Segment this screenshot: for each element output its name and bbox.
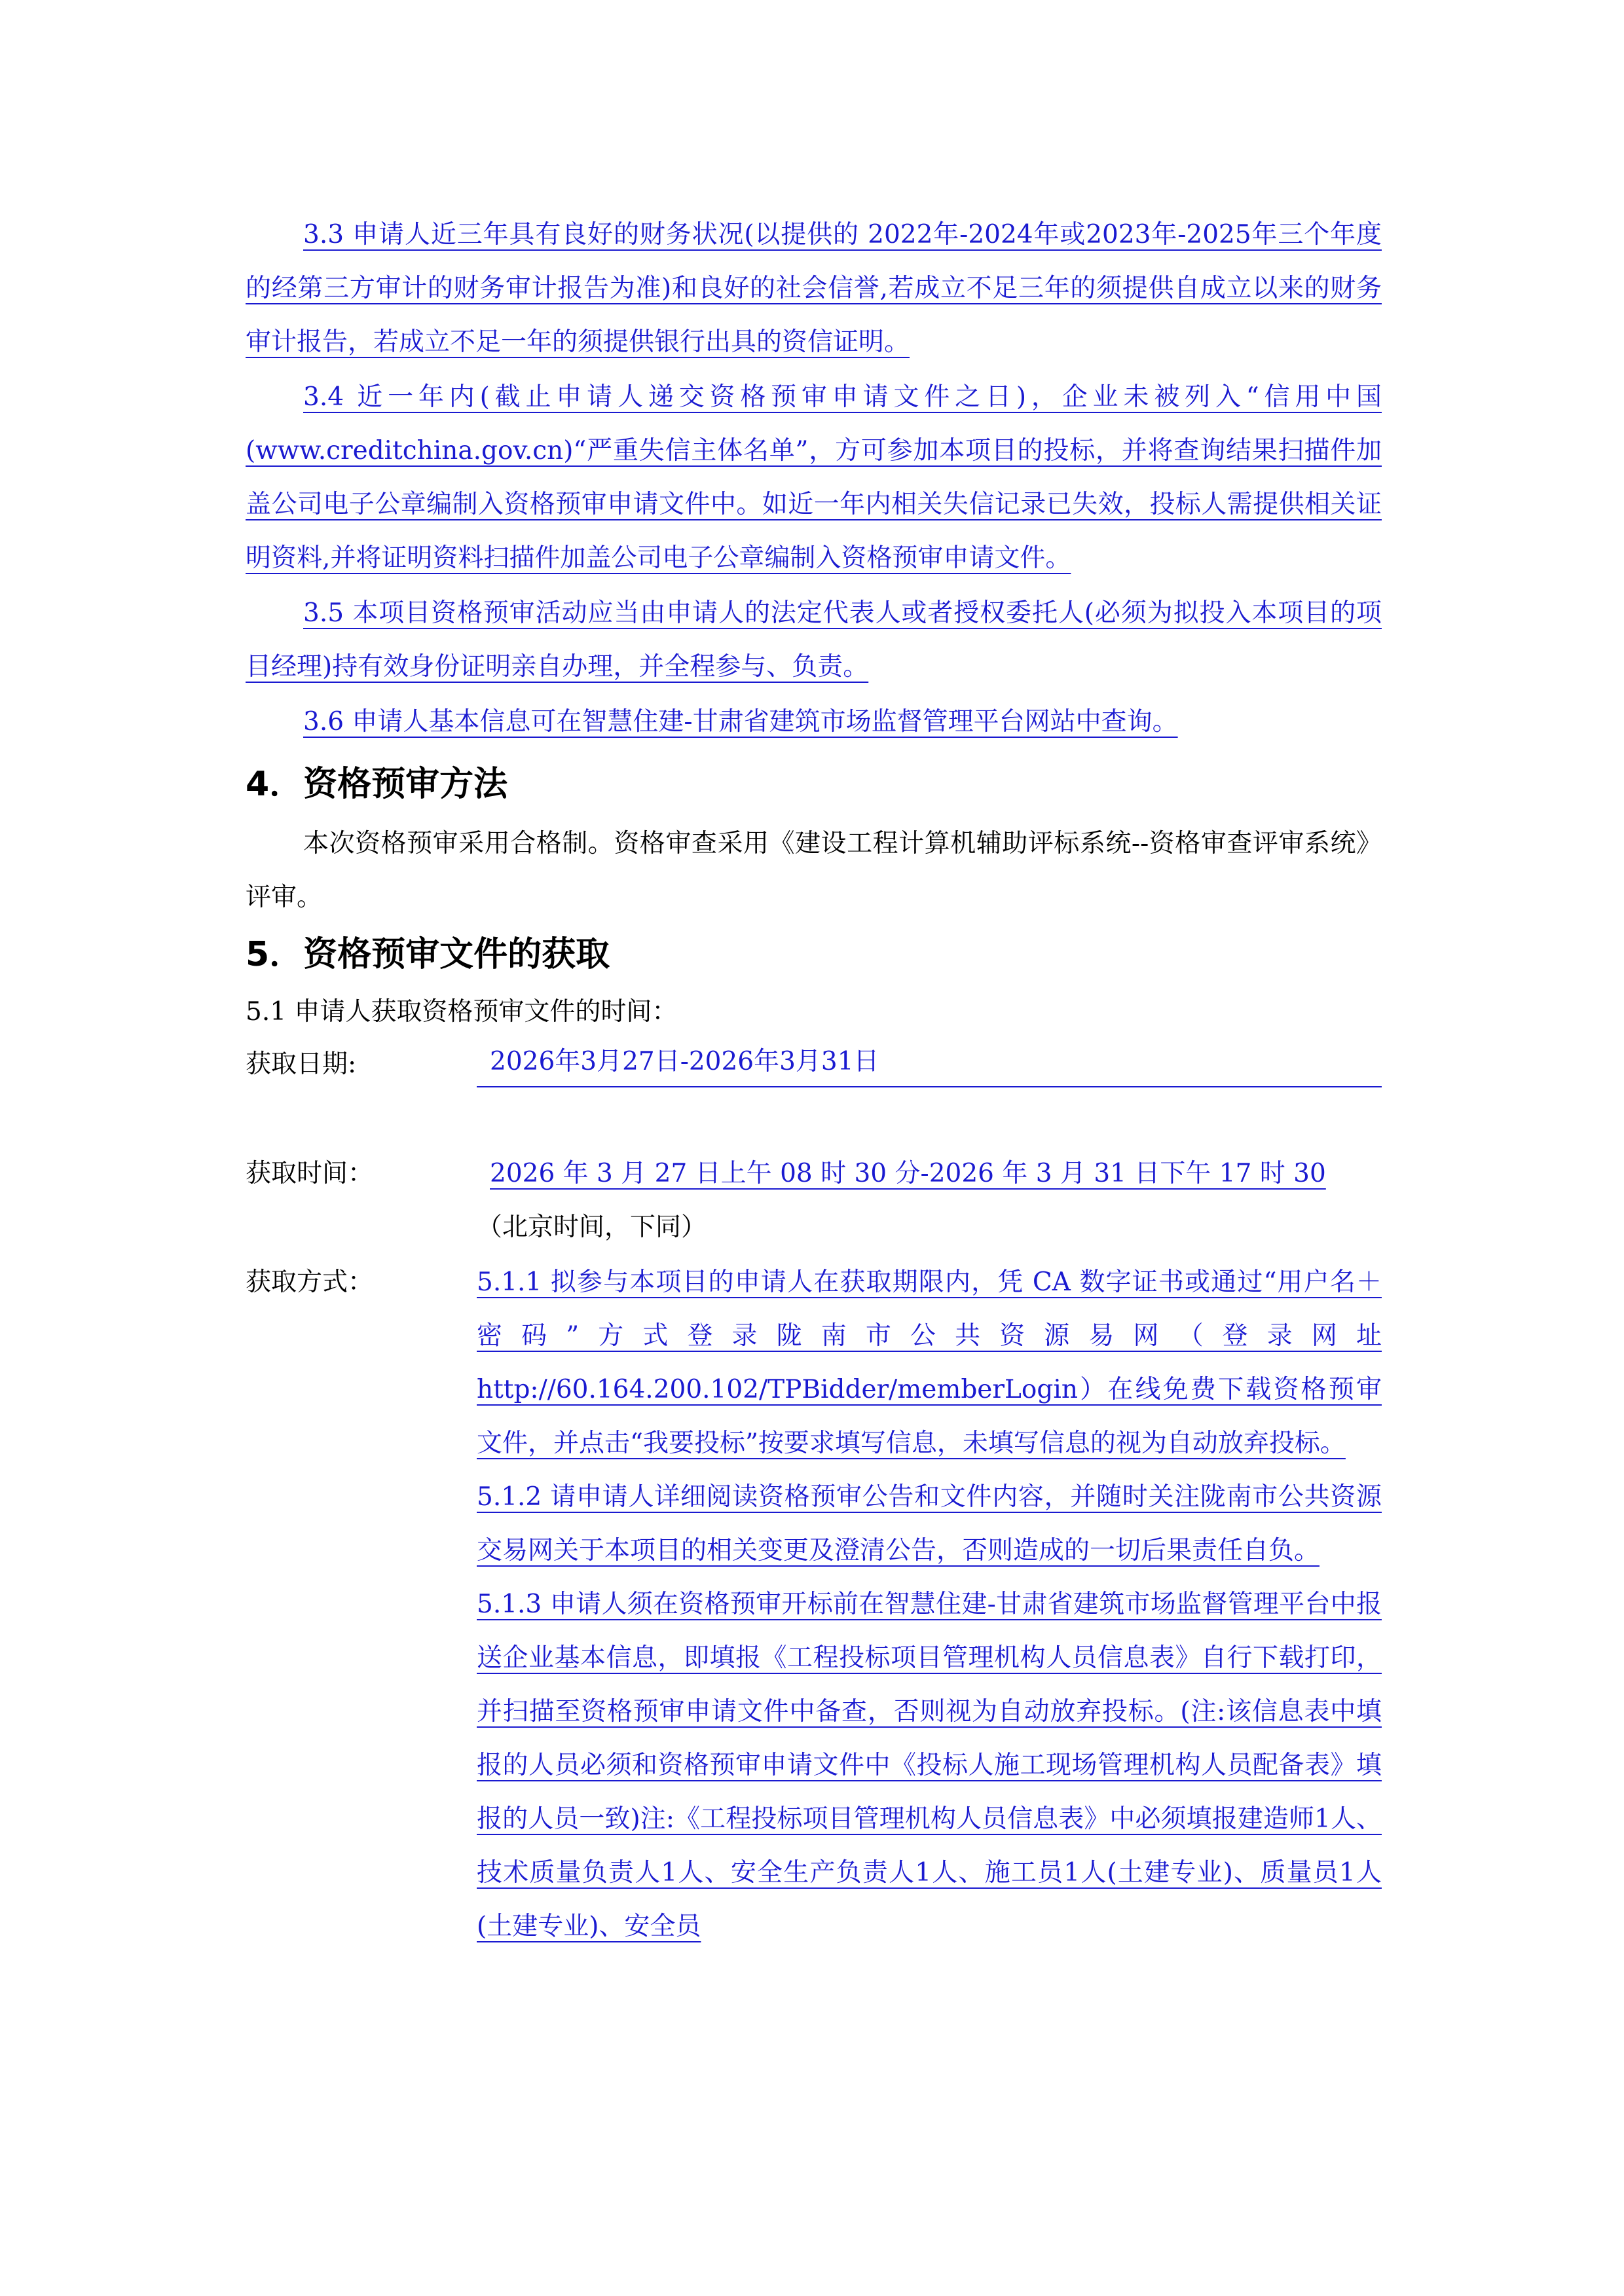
date-label: 获取日期: [246,1049,357,1079]
clause-3-4 [246,371,1382,585]
method-5-1-1-text: 5.1.1 拟参与本项目的申请人在获取期限内，凭 CA 数字证书或通过“用户名＋密码”方式登录陇南市公共资源易网（登录网址 http://60.164.200.102/TPBidder/memberLogin）在线免费下载资格预审文件，并点击“我要投标”按要求填写信息，未填写信息的视为自动放弃投标。 [477,1267,1382,1458]
method-block [477,1256,1382,1954]
method-5-1-3 [477,1578,1382,1954]
section-4-heading: 4．资格预审方法 [246,765,508,804]
date-value-line [477,1038,1382,1087]
time-note: （北京时间，下同） [477,1212,707,1242]
clause-3-6 [246,695,1382,749]
method-5-1-2 [477,1470,1382,1578]
clause-3-6-text: 3.6 申请人基本信息可在智慧住建-甘肃省建筑市场监督管理平台网站中查询。 [303,707,1178,737]
section-4-body: 本次资格预审采用合格制。资格审查采用《建设工程计算机辅助评标系统--资格审查评审系统》评审。 [246,829,1382,912]
clause-3-3 [246,208,1382,369]
time-value: 2026 年 3 月 27 日上午 08 时 30 分-2026 年 3 月 31 日下午 17 时 30 [490,1159,1326,1188]
method-5-1-2-text: 5.1.2 请申请人详细阅读资格预审公告和文件内容，并随时关注陇南市公共资源交易网关于本项目的相关变更及澄清公告，否则造成的一切后果责任自负。 [477,1482,1382,1565]
section-5-heading: 5．资格预审文件的获取 [246,935,610,974]
clause-3-5 [246,587,1382,694]
clause-3-4-text: 3.4 近一年内(截止申请人递交资格预审申请文件之日)，企业未被列入“信用中国(www.creditchina.gov.cn)“严重失信主体名单”，方可参加本项目的投标，并将查询结果扫描件加盖公司电子公章编制入资格预审申请文件中。如近一年内相关失信记录已失效，投标人需提供相关证明资料,并将证明资料扫描件加盖公司电子公章编制入资格预审申请文件。 [246,382,1382,573]
time-label: 获取时间： [246,1159,374,1188]
method-5-1-3-text: 5.1.3 申请人须在资格预审开标前在智慧住建-甘肃省建筑市场监督管理平台中报送企业基本信息，即填报《工程投标项目管理机构人员信息表》自行下载打印，并扫描至资格预审申请文件中备查，否则视为自动放弃投标。(注:该信息表中填报的人员必须和资格预审申请文件中《投标人施工现场管理机构人员配备表》填报的人员一致)注:《工程投标项目管理机构人员信息表》中必须填报建造师1人、技术质量负责人1人、安全生产负责人1人、施工员1人(土建专业)、质量员1人(土建专业)、安全员 [477,1590,1382,1941]
section-5-1-subheading: 5.1 申请人获取资格预审文件的时间： [246,997,678,1027]
date-value: 2026年3月27日-2026年3月31日 [477,1038,1382,1087]
method-label: 获取方式： [246,1267,374,1297]
clause-3-3-text: 3.3 申请人近三年具有良好的财务状况(以提供的 2022年-2024年或2023年-2025年三个年度的经第三方审计的财务审计报告为准)和良好的社会信誉,若成立不足三年的须提供自成立以来的财务审计报告，若成立不足一年的须提供银行出具的资信证明。 [246,220,1382,357]
clause-3-5-text: 3.5 本项目资格预审活动应当由申请人的法定代表人或者授权委托人(必须为拟投入本项目的项目经理)持有效身份证明亲自办理，并全程参与、负责。 [246,598,1382,682]
time-value-block [477,1147,1382,1254]
method-5-1-1 [477,1256,1382,1470]
